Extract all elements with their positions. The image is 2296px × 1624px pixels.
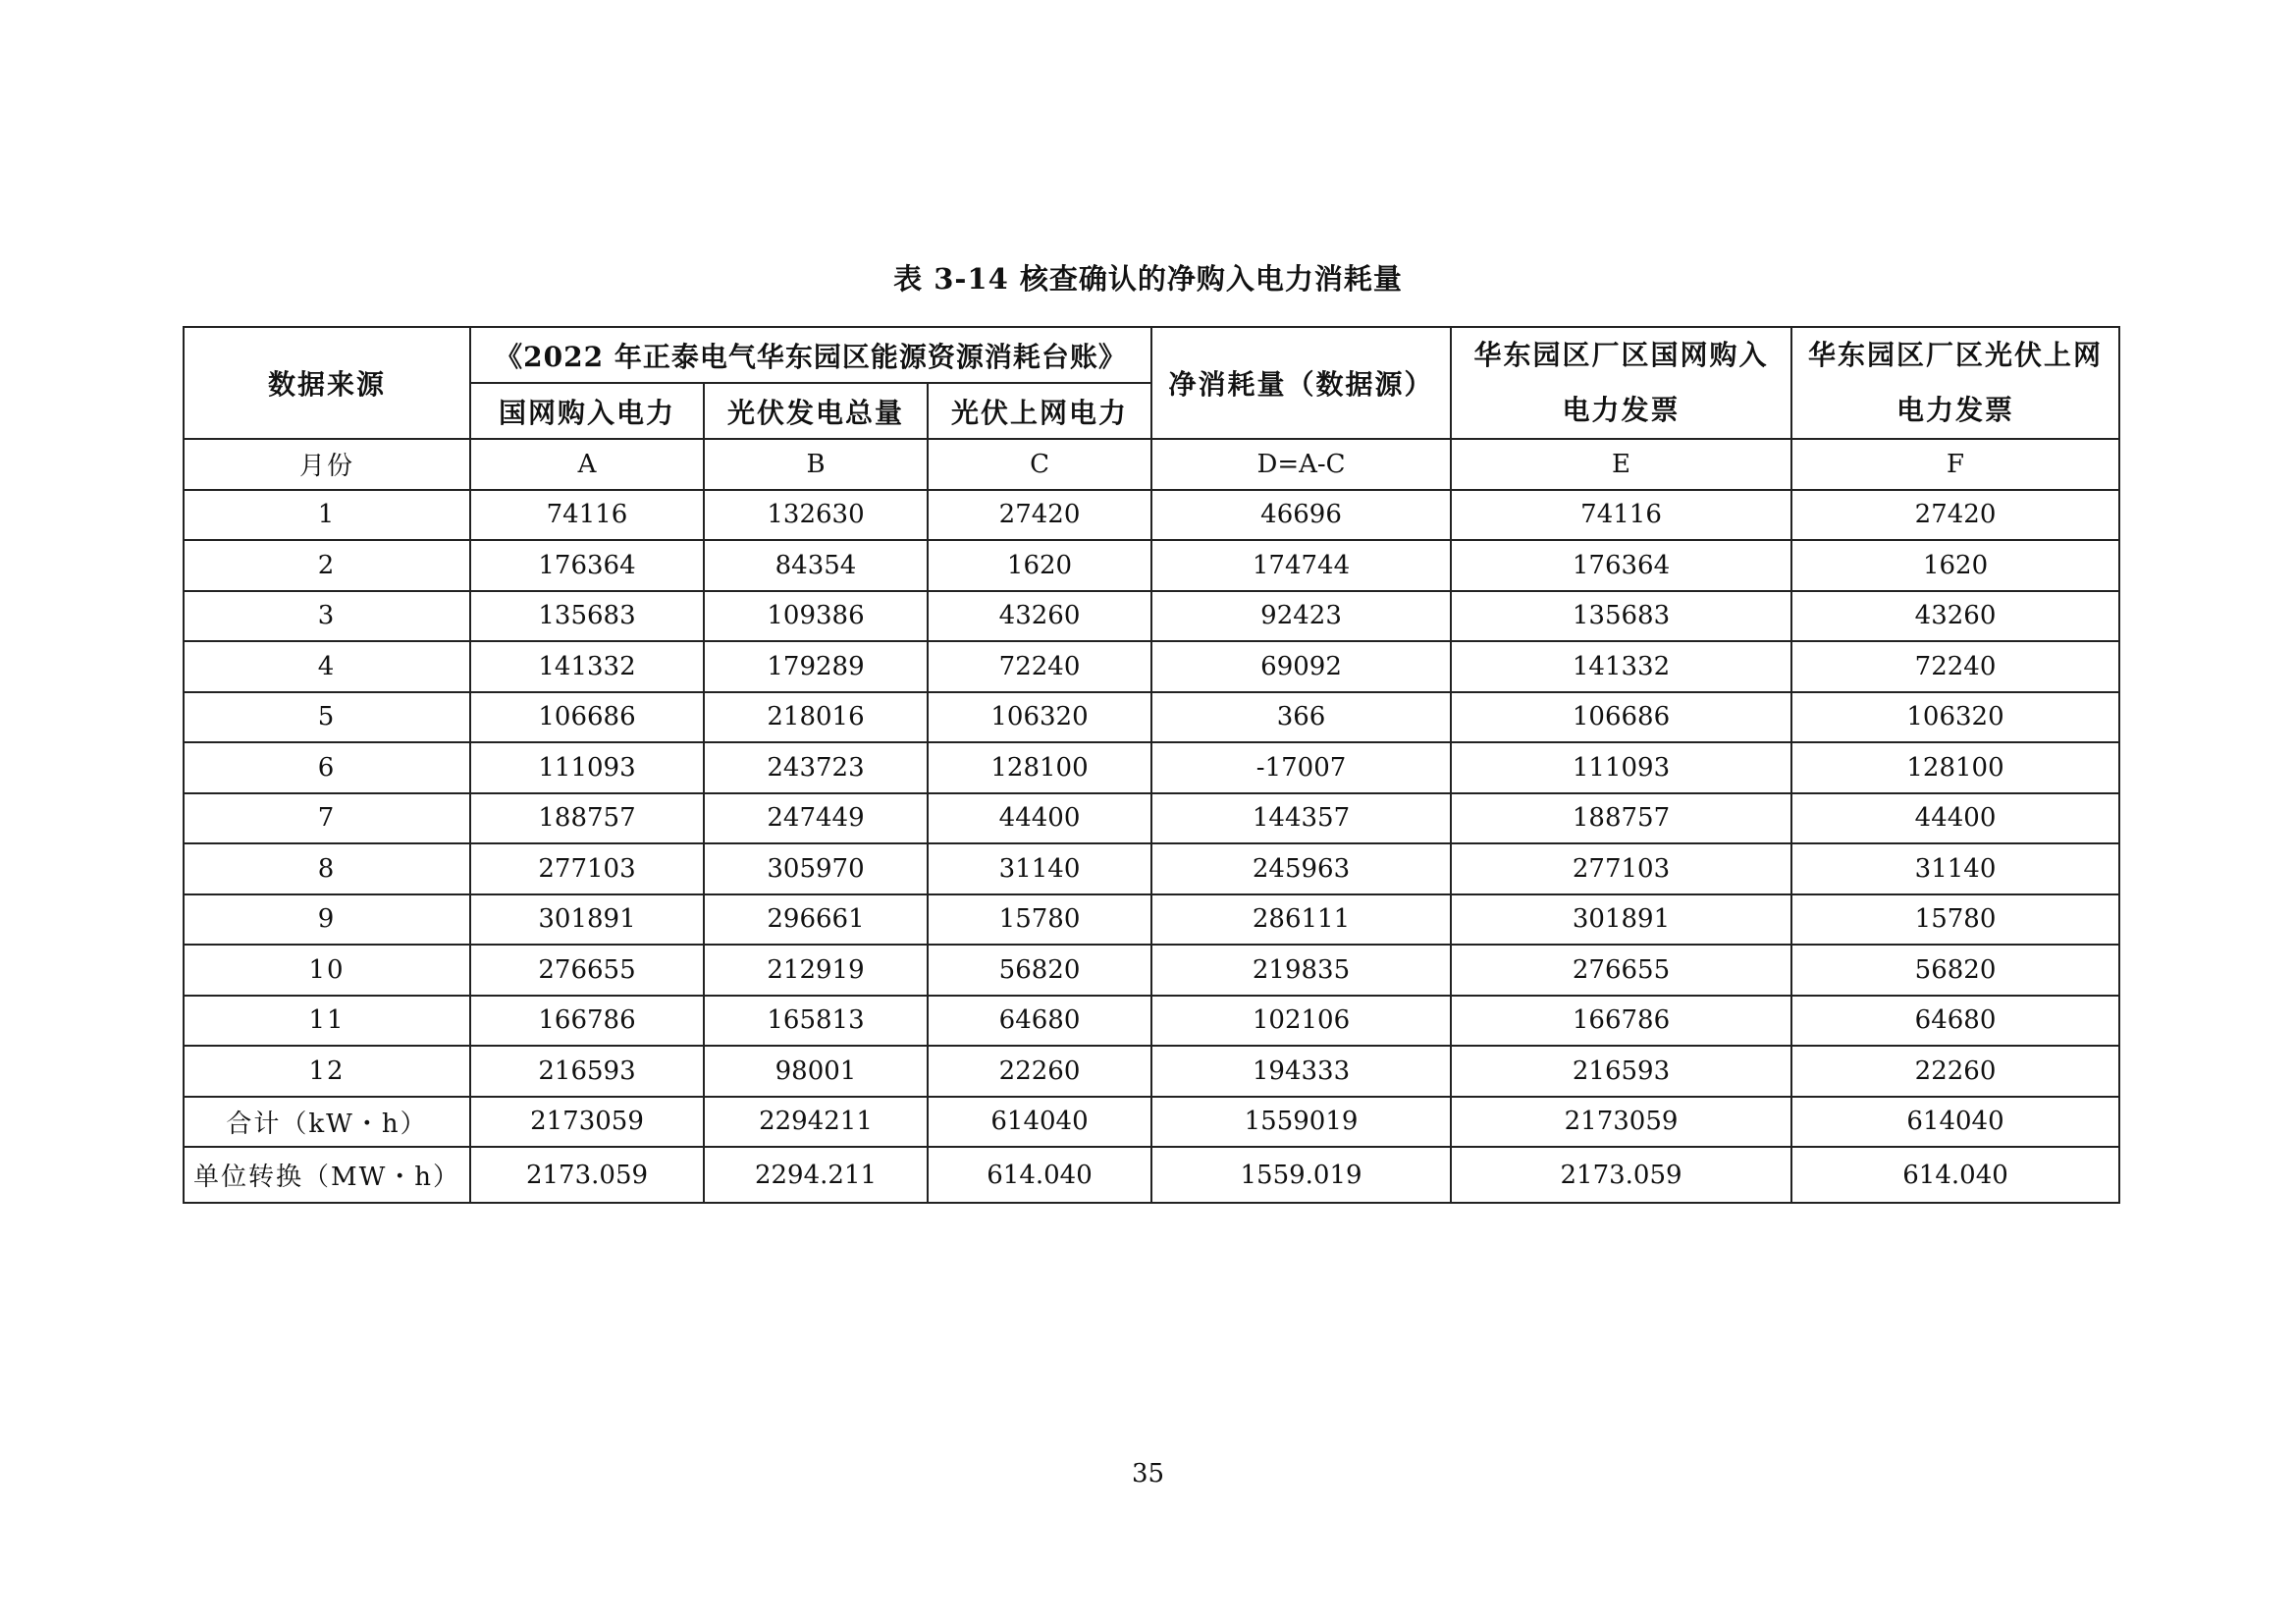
table-cell: 174744: [1151, 540, 1451, 591]
table-cell: 15780: [928, 894, 1151, 946]
row-label: 合计（kW・h）: [184, 1097, 470, 1148]
code-row-label: 月份: [184, 439, 470, 490]
table-cell: 216593: [470, 1046, 704, 1097]
table-cell: 64680: [928, 996, 1151, 1047]
table-cell: 188757: [470, 793, 704, 844]
table-cell: 296661: [704, 894, 928, 946]
row-label: 6: [184, 742, 470, 793]
code-cell: A: [470, 439, 704, 490]
row-label: 8: [184, 843, 470, 894]
table-cell: 166786: [1451, 996, 1791, 1047]
table-cell: -17007: [1151, 742, 1451, 793]
table-cell: 74116: [1451, 490, 1791, 541]
table-cell: 111093: [470, 742, 704, 793]
header-pv-feed-in: 光伏上网电力: [928, 383, 1151, 439]
header-data-source: 数据来源: [184, 327, 470, 439]
table-cell: 165813: [704, 996, 928, 1047]
table-cell: 2173059: [1451, 1097, 1791, 1148]
net-electricity-table: [183, 326, 2120, 1204]
row-label: 9: [184, 894, 470, 946]
table-row: [184, 1097, 2119, 1148]
table-cell: 245963: [1151, 843, 1451, 894]
table-cell: 243723: [704, 742, 928, 793]
table-row: [184, 591, 2119, 642]
row-label: 7: [184, 793, 470, 844]
table-cell: 2173.059: [470, 1147, 704, 1203]
table-cell: 132630: [704, 490, 928, 541]
table-row: [184, 996, 2119, 1047]
row-label: 12: [184, 1046, 470, 1097]
table-cell: 106320: [928, 692, 1151, 743]
code-row: [184, 439, 2119, 490]
table-cell: 2173.059: [1451, 1147, 1791, 1203]
table-cell: 1620: [928, 540, 1151, 591]
row-label: 5: [184, 692, 470, 743]
table-cell: 614.040: [928, 1147, 1151, 1203]
header-invoice-grid: [1451, 327, 1791, 439]
table-cell: 194333: [1151, 1046, 1451, 1097]
header-invoice-grid-line2: 电力发票: [1562, 394, 1681, 426]
table-row: [184, 490, 2119, 541]
table-cell: 366: [1151, 692, 1451, 743]
table-cell: 72240: [928, 641, 1151, 692]
header-pv-total: 光伏发电总量: [704, 383, 928, 439]
table-cell: 2294.211: [704, 1147, 928, 1203]
code-cell: D=A-C: [1151, 439, 1451, 490]
header-ledger-group: 《2022 年正泰电气华东园区能源资源消耗台账》: [470, 327, 1151, 383]
table-cell: 1559019: [1151, 1097, 1451, 1148]
table-row: [184, 692, 2119, 743]
table-cell: 111093: [1451, 742, 1791, 793]
table-cell: 64680: [1791, 996, 2119, 1047]
table-row: [184, 894, 2119, 946]
row-label: 4: [184, 641, 470, 692]
table-cell: 27420: [928, 490, 1151, 541]
table-cell: 15780: [1791, 894, 2119, 946]
table-cell: 31140: [928, 843, 1151, 894]
table-cell: 301891: [1451, 894, 1791, 946]
table-cell: 84354: [704, 540, 928, 591]
table-cell: 216593: [1451, 1046, 1791, 1097]
table-cell: 305970: [704, 843, 928, 894]
table-cell: 2173059: [470, 1097, 704, 1148]
table-cell: 135683: [1451, 591, 1791, 642]
header-grid-purchase: 国网购入电力: [470, 383, 704, 439]
table-cell: 106686: [470, 692, 704, 743]
table-cell: 102106: [1151, 996, 1451, 1047]
table-cell: 109386: [704, 591, 928, 642]
table-cell: 166786: [470, 996, 704, 1047]
code-cell: C: [928, 439, 1151, 490]
table-cell: 43260: [928, 591, 1151, 642]
row-label: 10: [184, 945, 470, 996]
header-invoice-pv-line1: 华东园区厂区光伏上网: [1808, 339, 2104, 371]
table-row: [184, 540, 2119, 591]
row-label: 单位转换（MW・h）: [184, 1147, 470, 1203]
table-cell: 614040: [928, 1097, 1151, 1148]
table-cell: 128100: [928, 742, 1151, 793]
page-number: 35: [1131, 1459, 1165, 1489]
table-cell: 31140: [1791, 843, 2119, 894]
row-label: 2: [184, 540, 470, 591]
table-row: [184, 1046, 2119, 1097]
table-cell: 277103: [470, 843, 704, 894]
table-cell: 218016: [704, 692, 928, 743]
table-row: [184, 1147, 2119, 1203]
row-label: 1: [184, 490, 470, 541]
table-cell: 141332: [1451, 641, 1791, 692]
table-row: [184, 843, 2119, 894]
table-cell: 27420: [1791, 490, 2119, 541]
table-cell: 44400: [1791, 793, 2119, 844]
table-cell: 277103: [1451, 843, 1791, 894]
table-cell: 188757: [1451, 793, 1791, 844]
row-label: 11: [184, 996, 470, 1047]
table-cell: 98001: [704, 1046, 928, 1097]
table-cell: 614.040: [1791, 1147, 2119, 1203]
table-cell: 614040: [1791, 1097, 2119, 1148]
table-cell: 179289: [704, 641, 928, 692]
table-cell: 247449: [704, 793, 928, 844]
code-cell: F: [1791, 439, 2119, 490]
table-cell: 219835: [1151, 945, 1451, 996]
table-row: [184, 641, 2119, 692]
table-cell: 22260: [1791, 1046, 2119, 1097]
header-row-1: [184, 327, 2119, 383]
table-cell: 43260: [1791, 591, 2119, 642]
table-cell: 72240: [1791, 641, 2119, 692]
table-cell: 286111: [1151, 894, 1451, 946]
table-cell: 106686: [1451, 692, 1791, 743]
header-net-consumption: 净消耗量（数据源）: [1151, 327, 1451, 439]
table-cell: 22260: [928, 1046, 1151, 1097]
table-cell: 176364: [1451, 540, 1791, 591]
table-row: [184, 945, 2119, 996]
table-cell: 2294211: [704, 1097, 928, 1148]
table-caption: 表 3-14 核查确认的净购入电力消耗量: [893, 262, 1403, 296]
table-cell: 106320: [1791, 692, 2119, 743]
table-cell: 56820: [1791, 945, 2119, 996]
table-cell: 276655: [470, 945, 704, 996]
table-cell: 46696: [1151, 490, 1451, 541]
table-cell: 44400: [928, 793, 1151, 844]
table-cell: 176364: [470, 540, 704, 591]
table-cell: 1559.019: [1151, 1147, 1451, 1203]
table-cell: 301891: [470, 894, 704, 946]
table-cell: 276655: [1451, 945, 1791, 996]
table-row: [184, 742, 2119, 793]
table-cell: 1620: [1791, 540, 2119, 591]
header-invoice-pv-line2: 电力发票: [1896, 394, 2015, 426]
header-invoice-pv: [1791, 327, 2119, 439]
table-cell: 144357: [1151, 793, 1451, 844]
row-label: 3: [184, 591, 470, 642]
code-cell: B: [704, 439, 928, 490]
table-cell: 92423: [1151, 591, 1451, 642]
table-cell: 212919: [704, 945, 928, 996]
table-cell: 141332: [470, 641, 704, 692]
table-cell: 69092: [1151, 641, 1451, 692]
code-cell: E: [1451, 439, 1791, 490]
table-row: [184, 793, 2119, 844]
table-cell: 74116: [470, 490, 704, 541]
table-cell: 56820: [928, 945, 1151, 996]
header-invoice-grid-line1: 华东园区厂区国网购入: [1473, 339, 1769, 371]
table-cell: 135683: [470, 591, 704, 642]
table-cell: 128100: [1791, 742, 2119, 793]
